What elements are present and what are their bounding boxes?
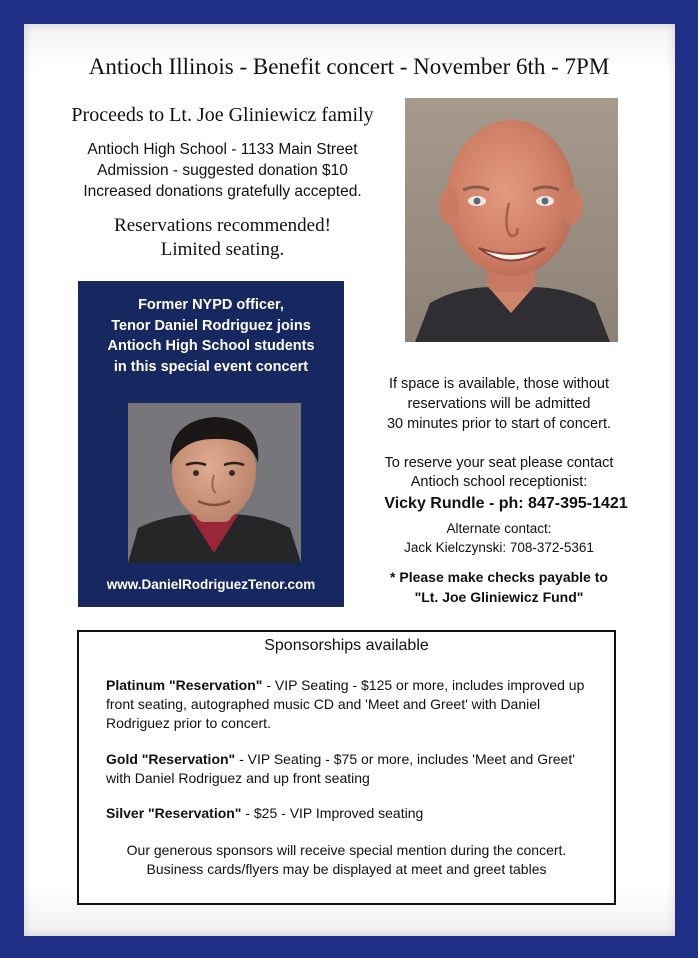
admission-line: Admission - suggested donation $10 — [97, 162, 348, 179]
seating-line: Limited seating. — [160, 239, 285, 260]
contact-line: To reserve your seat please contact — [384, 455, 614, 471]
tier-name: Platinum "Reservation" — [106, 677, 263, 693]
proceeds-line: Proceeds to Lt. Joe Gliniewicz family — [71, 104, 374, 126]
performer-line: Tenor Daniel Rodriguez joins — [111, 317, 311, 334]
sponsorships-title: Sponsorships available — [264, 637, 429, 654]
alternate-label: Alternate contact: — [446, 521, 552, 536]
performer-line: Antioch High School students — [107, 338, 315, 354]
sponsor-note — [77, 841, 616, 879]
performer-line: Former NYPD officer, — [138, 297, 284, 313]
contact-instructions — [358, 454, 640, 492]
sponsor-note-line: Business cards/flyers may be displayed at meet and greet tables — [146, 861, 547, 877]
performer-description — [78, 295, 344, 377]
tier-details: - VIP Seating - $125 or more, includes improved up front seating, autographed music CD and 'Meet and Greet' with Daniel Rodriguez prior to concert. — [106, 677, 585, 731]
tier-details: - VIP Seating - $75 or more, includes 'Meet and Greet' with Daniel Rodriguez and up front seating — [106, 751, 575, 786]
sponsor-tier-silver — [106, 804, 596, 823]
alternate-contact — [358, 519, 640, 557]
alternate-contact-name: Jack Kielczynski: 708-372-5361 — [404, 540, 594, 555]
tier-name: Silver "Reservation" — [106, 805, 242, 821]
reservation-notice — [40, 214, 405, 262]
performer-website-link[interactable]: www.DanielRodriguezTenor.com — [106, 577, 316, 592]
primary-contact: Vicky Rundle - ph: 847-395-1421 — [384, 495, 628, 512]
performer-line: in this special event concert — [113, 358, 309, 375]
sponsor-note-line: Our generous sponsors will receive special mention during the concert. — [126, 842, 567, 858]
reservation-line: Reservations recommended! — [114, 215, 331, 236]
tier-details: - $25 - VIP Improved seating — [241, 805, 424, 821]
contact-line: Antioch school receptionist: — [410, 474, 588, 490]
portrait-officer-photo — [405, 98, 618, 342]
sponsor-tier-platinum — [106, 676, 596, 733]
donation-line: Increased donations gratefully accepted. — [83, 183, 362, 200]
tier-name: Gold "Reservation" — [106, 751, 236, 767]
sponsor-tier-gold — [106, 750, 596, 788]
policy-line: 30 minutes prior to start of concert. — [386, 416, 612, 432]
walk-in-policy — [358, 374, 640, 434]
check-payable-note — [358, 567, 640, 607]
venue-details — [40, 139, 405, 202]
policy-line: If space is available, those without — [388, 376, 610, 392]
policy-line: reservations will be admitted — [407, 396, 591, 412]
portrait-tenor-photo — [128, 403, 301, 563]
headline: Antioch Illinois - Benefit concert - November 6th - 7PM — [88, 54, 610, 79]
venue-line: Antioch High School - 1133 Main Street — [87, 141, 358, 158]
checks-line: * Please make checks payable to — [390, 569, 608, 585]
fund-name: "Lt. Joe Gliniewicz Fund" — [414, 589, 584, 605]
